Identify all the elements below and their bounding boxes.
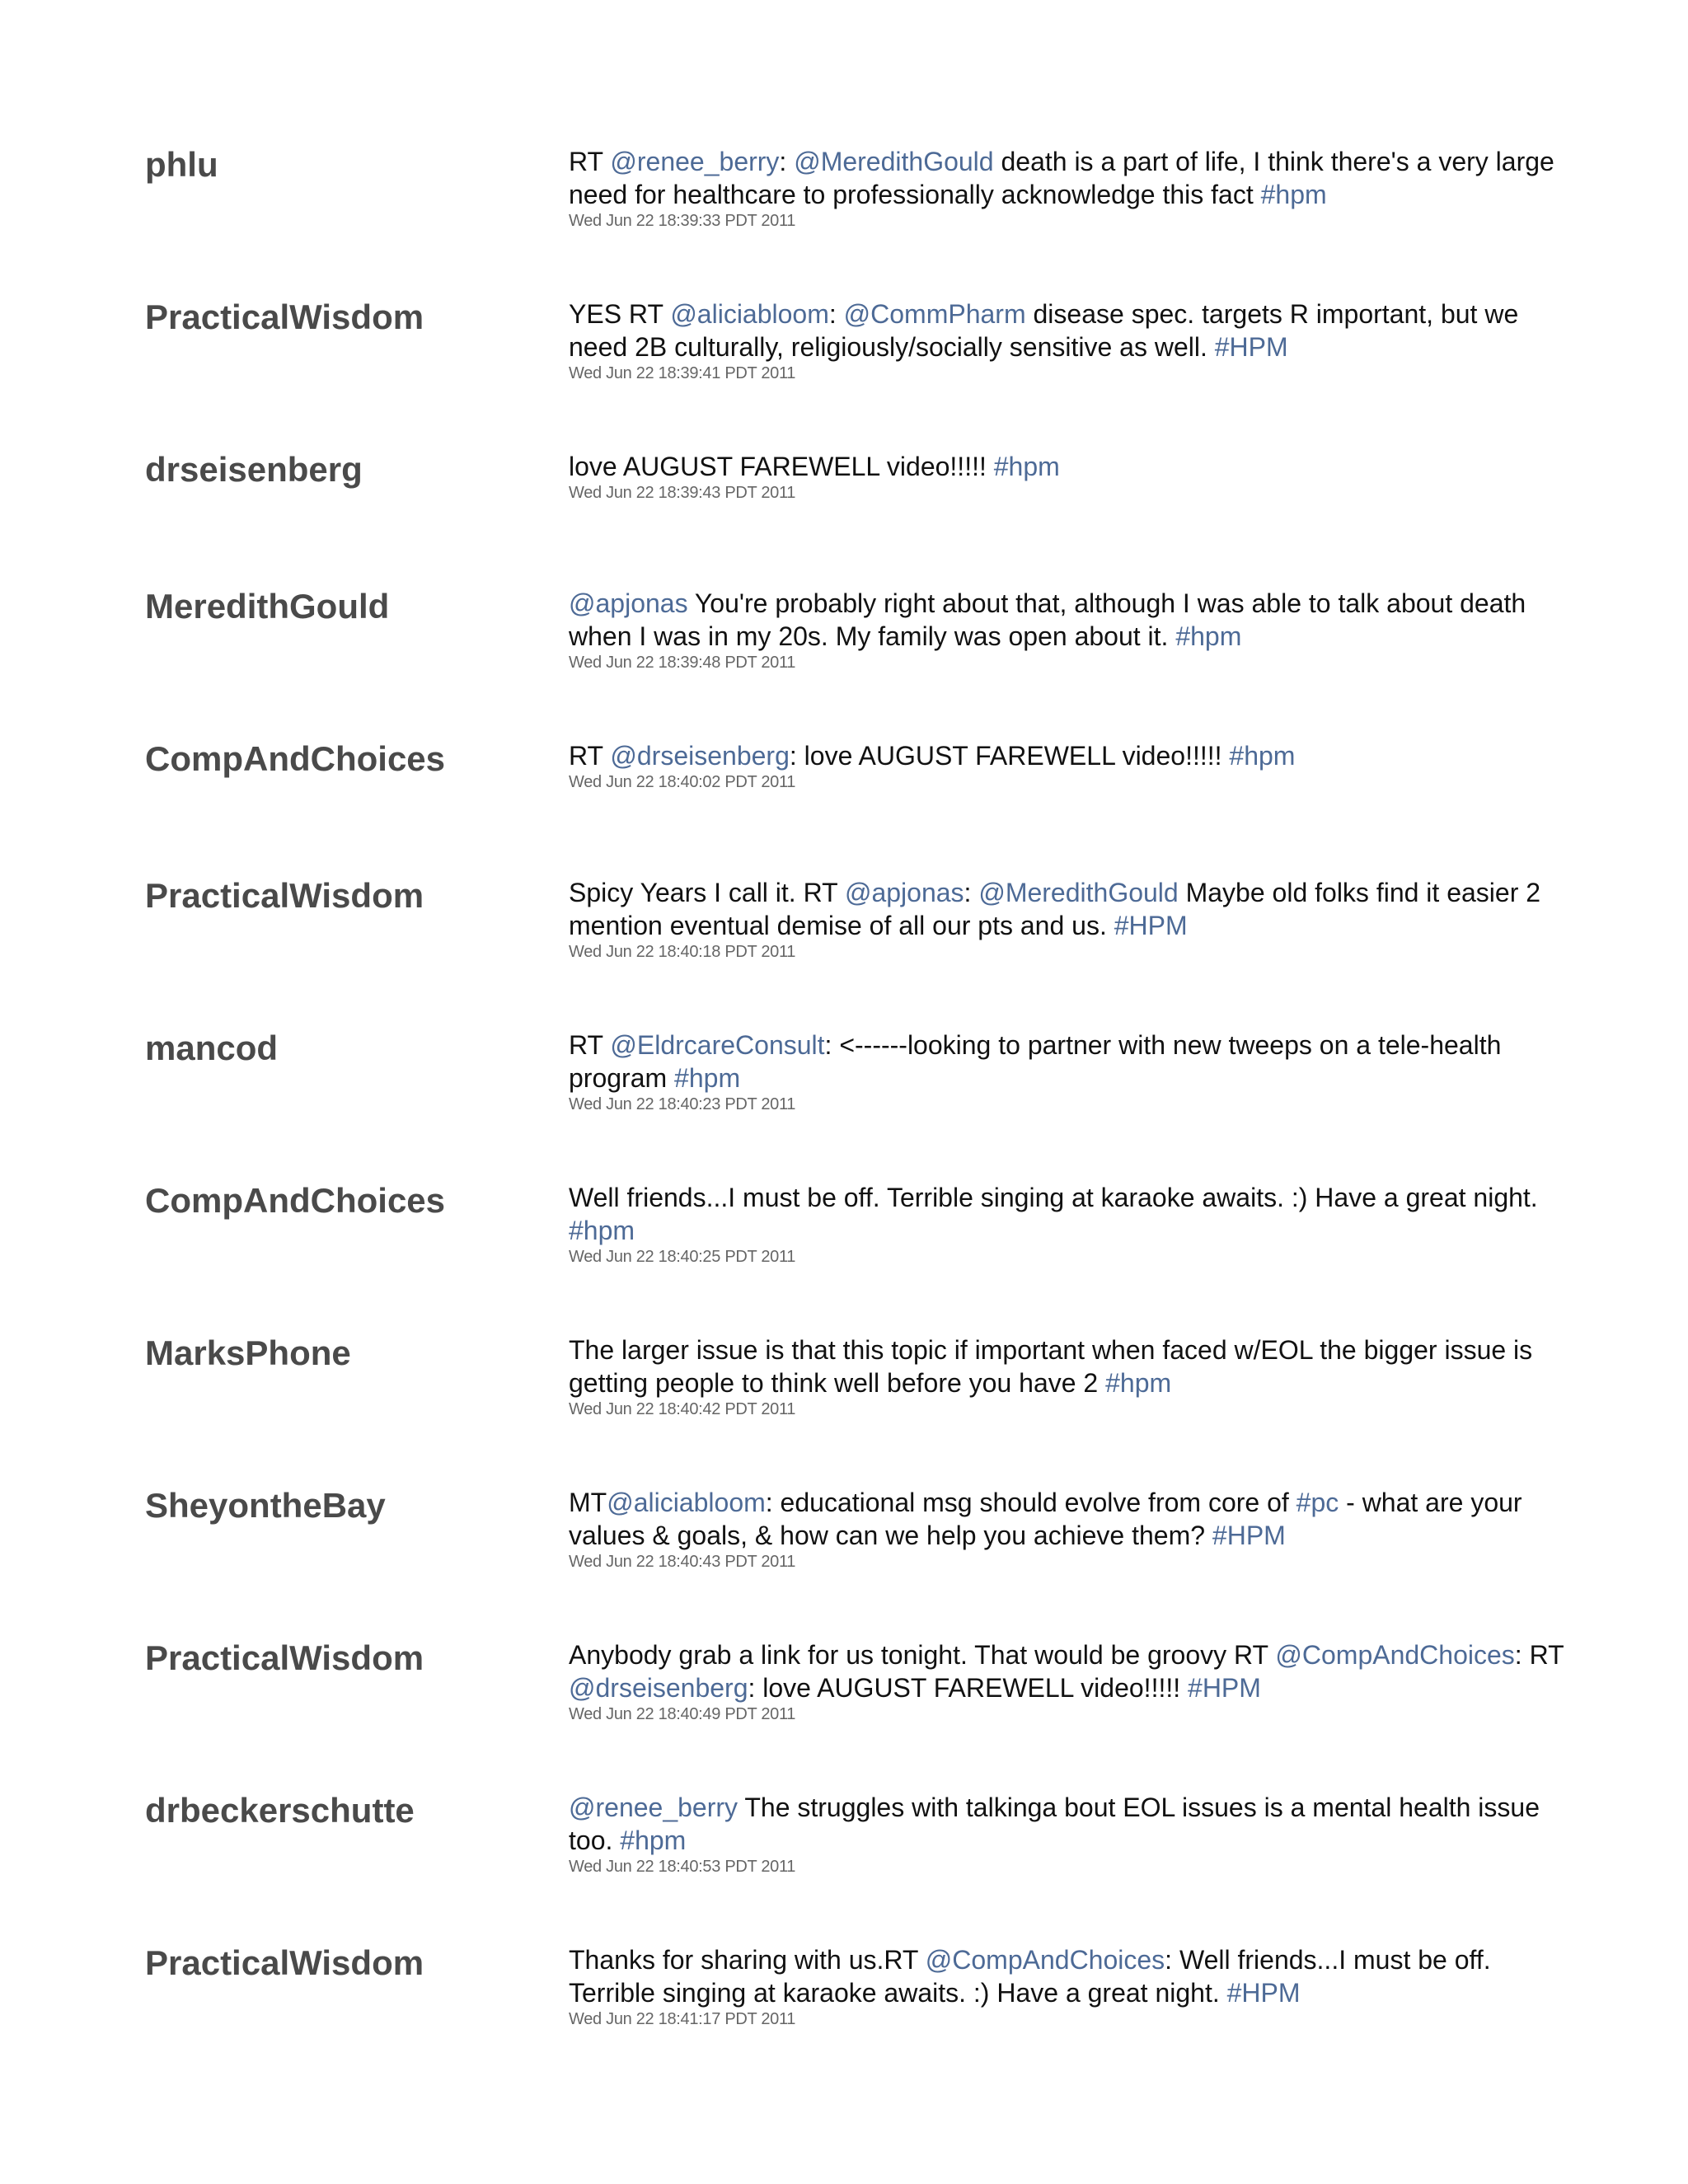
tweet-text-segment: disease spec. targets R important, but we need 2B culturally, religiously/socially sensitive as well. xyxy=(569,299,1526,362)
tweet-text xyxy=(569,1943,1582,2009)
tweet-text-segment: : xyxy=(828,299,844,329)
mention-link[interactable]: @apjonas xyxy=(569,588,688,618)
tweet-body xyxy=(569,1486,1582,1572)
tweet-text xyxy=(569,1486,1582,1552)
tweet-text-segment: RT xyxy=(569,741,611,771)
tweet-timestamp[interactable]: Wed Jun 22 18:39:48 PDT 2011 xyxy=(569,654,796,672)
tweet-text xyxy=(569,739,1582,772)
tweet-username[interactable]: CompAndChoices xyxy=(145,1181,446,1220)
mention-link[interactable]: @MeredithGould xyxy=(978,878,1179,907)
tweet-text-segment: Maybe old folks find it easier 2 mention eventual demise of all our pts and us. xyxy=(569,878,1548,940)
tweet-timestamp[interactable]: Wed Jun 22 18:39:43 PDT 2011 xyxy=(569,484,796,502)
tweet-body xyxy=(569,1181,1582,1267)
tweet-text-segment: The struggles with talkinga bout EOL issues is a mental health issue too. xyxy=(569,1793,1547,1855)
tweet-body xyxy=(569,298,1582,383)
hashtag-link[interactable]: #hpm xyxy=(1175,621,1242,651)
tweet-username[interactable]: PracticalWisdom xyxy=(145,876,424,915)
tweet-body xyxy=(569,1791,1582,1877)
tweet-timestamp[interactable]: Wed Jun 22 18:40:53 PDT 2011 xyxy=(569,1858,796,1876)
tweet-username[interactable]: phlu xyxy=(145,145,218,184)
tweet-timestamp[interactable]: Wed Jun 22 18:40:23 PDT 2011 xyxy=(569,1095,796,1113)
tweet-timestamp[interactable]: Wed Jun 22 18:40:49 PDT 2011 xyxy=(569,1705,796,1723)
hashtag-link[interactable]: #HPM xyxy=(1114,911,1188,940)
hashtag-link[interactable]: #HPM xyxy=(1214,332,1288,362)
tweet-text-segment: : xyxy=(779,147,795,176)
tweet-text-segment: : Well friends...I must be off. Terrible singing at karaoke awaits. :) Have a great night. xyxy=(569,1945,1498,2008)
hashtag-link[interactable]: #hpm xyxy=(620,1825,687,1855)
tweet-username[interactable]: MarksPhone xyxy=(145,1333,351,1372)
hashtag-link[interactable]: #hpm xyxy=(1260,180,1327,209)
tweet-username[interactable]: SheyontheBay xyxy=(145,1486,386,1525)
tweet-text-segment: Spicy Years I call it. RT xyxy=(569,878,845,907)
tweet-text-segment: The larger issue is that this topic if important when faced w/EOL the bigger issue is getting people to think well before you have 2 xyxy=(569,1335,1540,1398)
tweet-text-segment: You're probably right about that, although I was able to talk about death when I was in my 20s. My family was open about it. xyxy=(569,588,1534,651)
tweet-body xyxy=(569,1029,1582,1114)
tweet-text-segment: love AUGUST FAREWELL video!!!!! xyxy=(569,452,994,481)
tweet-text xyxy=(569,1029,1582,1094)
hashtag-link[interactable]: #pc xyxy=(1296,1488,1339,1517)
tweet-text-segment: : love AUGUST FAREWELL video!!!!! xyxy=(789,741,1230,771)
tweet-timestamp[interactable]: Wed Jun 22 18:39:41 PDT 2011 xyxy=(569,364,796,382)
tweet-text-segment: Well friends...I must be off. Terrible singing at karaoke awaits. :) Have a great night. xyxy=(569,1183,1545,1212)
tweet-text xyxy=(569,876,1582,942)
tweet-text-segment: death is a part of life, I think there's a very large need for healthcare to professionally acknowledge this fact xyxy=(569,147,1562,209)
tweet-text-segment: Anybody grab a link for us tonight. That would be groovy RT xyxy=(569,1640,1276,1670)
hashtag-link[interactable]: #hpm xyxy=(1229,741,1296,771)
tweet-text-segment: : RT xyxy=(1514,1640,1571,1670)
mention-link[interactable]: @aliciabloom xyxy=(670,299,829,329)
tweet-username[interactable]: mancod xyxy=(145,1029,279,1067)
tweet-username[interactable]: PracticalWisdom xyxy=(145,1943,424,1982)
tweet-text-segment: MT xyxy=(569,1488,607,1517)
tweet-body xyxy=(569,876,1582,962)
tweet-text xyxy=(569,298,1582,363)
tweet-text xyxy=(569,145,1582,211)
tweet-text-segment: YES RT xyxy=(569,299,671,329)
tweet-timestamp[interactable]: Wed Jun 22 18:40:02 PDT 2011 xyxy=(569,773,796,791)
mention-link[interactable]: @apjonas xyxy=(844,878,964,907)
tweet-body xyxy=(569,1333,1582,1419)
tweet-username[interactable]: PracticalWisdom xyxy=(145,1638,424,1677)
tweet-text-segment: : love AUGUST FAREWELL video!!!!! xyxy=(748,1673,1189,1703)
tweet-text xyxy=(569,1181,1582,1247)
mention-link[interactable]: @drseisenberg xyxy=(569,1673,748,1703)
tweet-text-segment: Thanks for sharing with us.RT xyxy=(569,1945,926,1975)
mention-link[interactable]: @aliciabloom xyxy=(607,1488,766,1517)
tweet-timestamp[interactable]: Wed Jun 22 18:39:33 PDT 2011 xyxy=(569,212,796,230)
tweet-username[interactable]: PracticalWisdom xyxy=(145,298,424,336)
tweet-timestamp[interactable]: Wed Jun 22 18:40:25 PDT 2011 xyxy=(569,1248,796,1266)
mention-link[interactable]: @CompAndChoices xyxy=(925,1945,1165,1975)
tweet-timestamp[interactable]: Wed Jun 22 18:40:18 PDT 2011 xyxy=(569,943,796,961)
tweet-timestamp[interactable]: Wed Jun 22 18:40:43 PDT 2011 xyxy=(569,1553,796,1571)
tweet-text xyxy=(569,450,1582,483)
mention-link[interactable]: @CompAndChoices xyxy=(1275,1640,1515,1670)
tweet-body xyxy=(569,587,1582,673)
tweet-body xyxy=(569,1943,1582,2029)
hashtag-link[interactable]: #hpm xyxy=(674,1063,741,1093)
tweet-text-segment: RT xyxy=(569,1030,611,1060)
hashtag-link[interactable]: #hpm xyxy=(1105,1368,1172,1398)
tweet-body xyxy=(569,145,1582,231)
tweet-text-segment: - what are your values & goals, & how can we help you achieve them? xyxy=(569,1488,1530,1550)
tweet-text xyxy=(569,587,1582,653)
tweet-text-segment: : xyxy=(964,878,979,907)
tweet-username[interactable]: drseisenberg xyxy=(145,450,363,489)
tweet-timestamp[interactable]: Wed Jun 22 18:40:42 PDT 2011 xyxy=(569,1400,796,1418)
mention-link[interactable]: @drseisenberg xyxy=(610,741,790,771)
tweet-text-segment: : <------looking to partner with new tweeps on a tele-health program xyxy=(569,1030,1509,1093)
mention-link[interactable]: @renee_berry xyxy=(610,147,780,176)
tweet-body xyxy=(569,1638,1582,1724)
tweet-text-segment: : educational msg should evolve from core of xyxy=(765,1488,1296,1517)
mention-link[interactable]: @CommPharm xyxy=(843,299,1026,329)
tweet-username[interactable]: drbeckerschutte xyxy=(145,1791,415,1830)
tweet-text-segment: RT xyxy=(569,147,611,176)
tweet-text xyxy=(569,1791,1582,1857)
tweet-timestamp[interactable]: Wed Jun 22 18:41:17 PDT 2011 xyxy=(569,2010,796,2028)
hashtag-link[interactable]: #HPM xyxy=(1212,1521,1286,1550)
mention-link[interactable]: @EldrcareConsult xyxy=(610,1030,825,1060)
tweet-body xyxy=(569,450,1582,503)
hashtag-link[interactable]: #hpm xyxy=(569,1216,635,1245)
hashtag-link[interactable]: #HPM xyxy=(1226,1978,1301,2008)
mention-link[interactable]: @renee_berry xyxy=(569,1793,738,1822)
mention-link[interactable]: @MeredithGould xyxy=(794,147,994,176)
hashtag-link[interactable]: #hpm xyxy=(993,452,1060,481)
tweet-text xyxy=(569,1333,1582,1399)
tweet-text xyxy=(569,1638,1582,1704)
tweet-username[interactable]: CompAndChoices xyxy=(145,739,446,778)
tweet-body xyxy=(569,739,1582,792)
tweet-username[interactable]: MeredithGould xyxy=(145,587,390,626)
hashtag-link[interactable]: #HPM xyxy=(1188,1673,1261,1703)
